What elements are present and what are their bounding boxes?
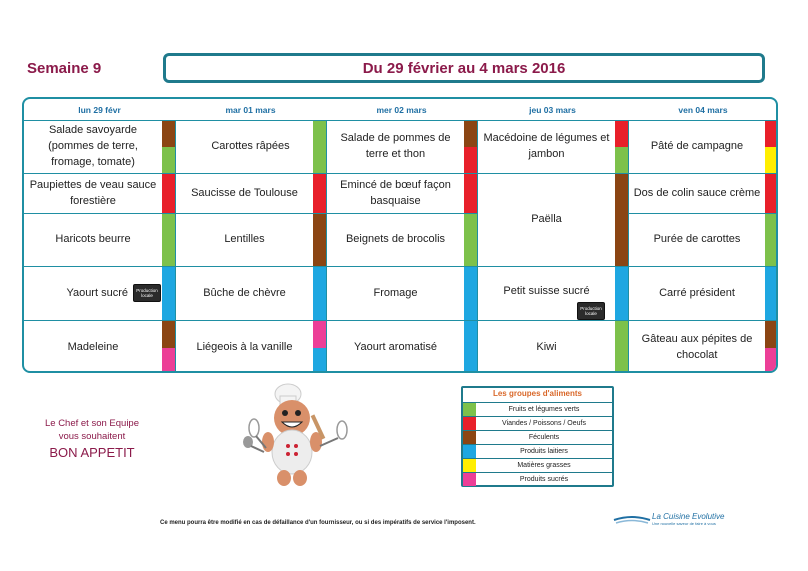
local-production-badge: Production locale — [133, 284, 161, 302]
menu-item: Dos de colin sauce crème — [633, 186, 761, 199]
menu-item: Pâté de campagne — [650, 140, 744, 153]
food-group-bar — [765, 321, 778, 348]
menu-disclaimer: Ce menu pourra être modifié en cas de défaillance d'un fournisseur, ou si des impératifs de service l'imposent. — [160, 520, 476, 526]
food-groups-legend — [461, 386, 614, 487]
legend-item — [463, 430, 612, 444]
food-group-bar — [765, 267, 778, 320]
company-logo-name: La Cuisine Evolutive — [652, 512, 725, 521]
company-logo-tagline: Une nouvelle saveur de faire à vous — [652, 521, 716, 526]
legend-item — [463, 458, 612, 472]
food-group-bar — [313, 348, 326, 373]
chef-line-2: vous souhaitent — [58, 430, 126, 442]
food-group-bar — [615, 174, 628, 266]
menu-item: Petit suisse sucré — [503, 285, 590, 298]
food-group-bar — [464, 174, 477, 213]
legend-swatch — [463, 473, 476, 486]
day-header-tue: mar 01 mars — [225, 105, 276, 115]
menu-item: Madeleine — [67, 341, 119, 354]
food-group-bar — [313, 214, 326, 266]
day-header-thu: jeu 03 mars — [529, 105, 576, 115]
menu-item: Bûche de chèvre — [203, 286, 286, 299]
menu-item: Saucisse de Toulouse — [191, 186, 298, 199]
food-group-bar — [615, 147, 628, 173]
menu-item: Yaourt aromatisé — [354, 341, 437, 354]
day-header-mon: lun 29 févr — [78, 105, 121, 115]
legend-swatch — [463, 403, 476, 416]
food-group-bar — [765, 147, 778, 173]
bon-appetit: BON APPETIT — [49, 444, 135, 460]
food-group-bar — [162, 121, 175, 147]
food-group-bar — [464, 121, 477, 147]
legend-swatch — [463, 459, 476, 472]
menu-item: Kiwi — [536, 341, 557, 354]
food-group-bar — [162, 174, 175, 213]
date-range-title — [163, 53, 765, 83]
menu-item: Macédoine de légumes et jambon — [483, 132, 610, 160]
chef-message — [27, 418, 157, 461]
legend-item — [463, 444, 612, 458]
food-group-bar — [464, 147, 477, 173]
menu-item: Salade savoyarde (pommes de terre, fromage, tomate) — [48, 124, 138, 168]
chef-mascot-illustration — [240, 380, 360, 488]
legend-title: Les groupes d'aliments — [492, 389, 583, 398]
legend-label: Viandes / Poissons / Oeufs — [502, 420, 586, 427]
menu-item: Salade de pommes de terre et thon — [340, 132, 451, 160]
food-group-bar — [765, 121, 778, 147]
food-group-bar — [313, 174, 326, 213]
legend-label: Matières grasses — [517, 462, 571, 469]
food-group-bar — [765, 214, 778, 266]
week-label: Semaine 9 — [27, 60, 102, 77]
menu-item: Lentilles — [224, 233, 265, 246]
food-group-bar — [162, 267, 175, 320]
legend-label: Produits sucrés — [519, 476, 569, 483]
menu-item: Haricots beurre — [55, 233, 131, 246]
menu-table — [22, 97, 778, 373]
legend-item — [463, 472, 612, 486]
food-group-bar — [162, 147, 175, 173]
date-range-text: Du 29 février au 4 mars 2016 — [362, 59, 566, 77]
chef-line-1: Le Chef et son Equipe — [44, 418, 139, 429]
menu-item: Emincé de bœuf façon basquaise — [340, 178, 451, 207]
menu-item: Paupiettes de veau sauce forestière — [29, 178, 157, 207]
menu-item: Paëlla — [531, 213, 562, 226]
menu-item: Beignets de brocolis — [345, 233, 446, 246]
food-group-bar — [464, 214, 477, 266]
food-group-bar — [162, 214, 175, 266]
menu-item: Yaourt sucré — [66, 286, 128, 299]
food-group-bar — [765, 174, 778, 213]
food-group-bar — [313, 267, 326, 320]
food-group-bar — [313, 321, 326, 348]
menu-item: Gâteau aux pépites de chocolat — [641, 333, 753, 361]
food-group-bar — [313, 121, 326, 173]
menu-item: Liégeois à la vanille — [196, 341, 293, 354]
food-group-bar — [765, 348, 778, 373]
food-group-bar — [162, 321, 175, 348]
menu-item: Fromage — [373, 286, 418, 299]
food-group-bar — [615, 121, 628, 147]
legend-label: Fruits et légumes verts — [508, 406, 580, 413]
legend-swatch — [463, 417, 476, 430]
legend-item — [463, 416, 612, 430]
food-group-bar — [615, 321, 628, 373]
legend-swatch — [463, 445, 476, 458]
legend-label: Féculents — [528, 434, 560, 441]
local-production-badge: Production locale — [577, 302, 605, 320]
legend-swatch — [463, 431, 476, 444]
menu-item: Carottes râpées — [211, 140, 290, 153]
food-group-bar — [162, 348, 175, 373]
day-header-wed: mer 02 mars — [376, 105, 427, 115]
legend-label: Produits laitiers — [520, 448, 568, 455]
food-group-bar — [464, 321, 477, 373]
legend-item — [463, 402, 612, 416]
food-group-bar — [464, 267, 477, 320]
day-header-fri: ven 04 mars — [678, 105, 728, 115]
menu-item: Purée de carottes — [653, 233, 741, 246]
food-group-bar — [615, 267, 628, 320]
menu-item: Carré président — [659, 286, 735, 299]
